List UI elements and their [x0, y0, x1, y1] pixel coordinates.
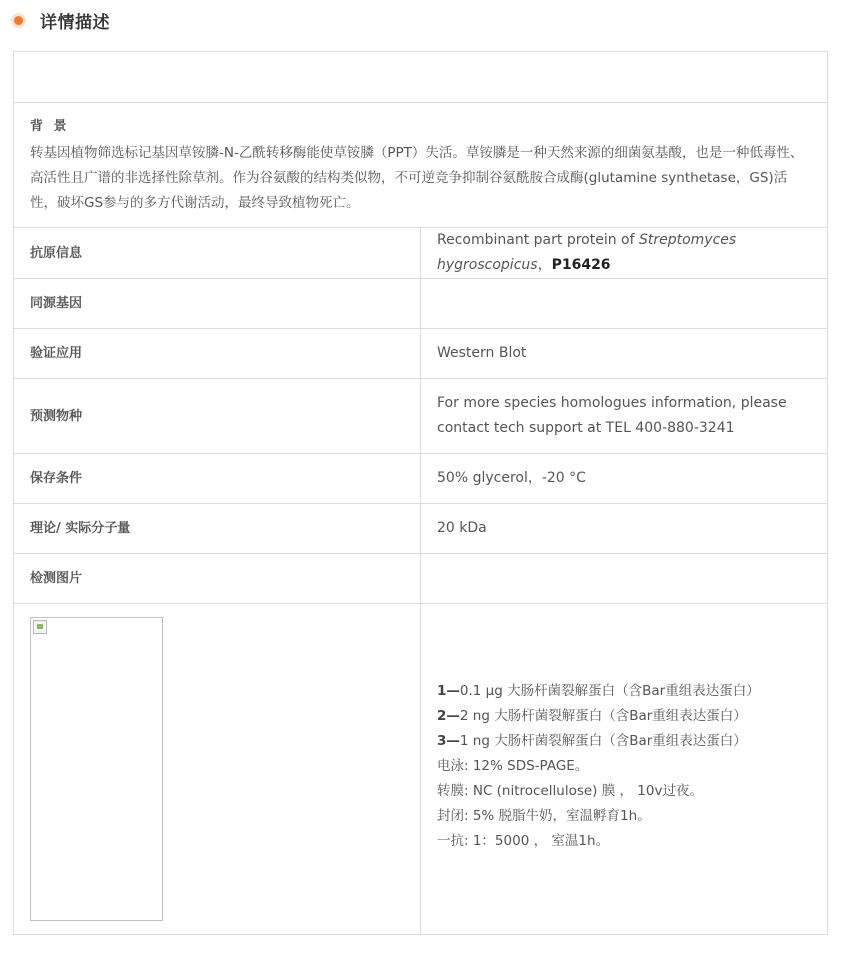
lane-1: [437, 679, 811, 704]
species-label: 预测物种: [14, 379, 421, 454]
homolog-value: [421, 279, 828, 329]
background-text: 转基因植物筛选标记基因草铵膦-N-乙酰转移酶能使草铵膦（PPT）失活。草铵膦是一种天然来源的细菌氨基酸，也是一种低毒性、高活性且广谱的非选择性除草剂。作为谷氨酸的结构类似物，不可逆竞争抑制谷氨酰胺合成酶(glutamine synthetase，GS)活性，破坏GS参与的多方代谢活动，最终导致植物死亡。: [30, 145, 804, 211]
storage-label: 保存条件: [14, 454, 421, 504]
antigen-accession: P16426: [551, 257, 611, 273]
homolog-label: 同源基因: [14, 279, 421, 329]
table-row-antigen: [14, 228, 828, 279]
table-row-homolog: [14, 279, 828, 329]
lane-3-text: 1 ng 大肠杆菌裂解蛋白（含Bar重组表达蛋白）: [459, 732, 747, 749]
condition-primary-antibody: 一抗: 1：5000 ， 室温1h。: [437, 832, 610, 849]
empty-cell: [14, 52, 828, 103]
blot-image-cell: [14, 604, 421, 935]
table-row-images: [14, 554, 828, 604]
antigen-separator: ，: [537, 257, 552, 273]
table-row-application: [14, 329, 828, 379]
mw-label: 理论/ 实际分子量: [14, 504, 421, 554]
images-label: 检测图片: [14, 554, 421, 604]
blot-legend: [437, 679, 811, 854]
table-row-western-blot: [14, 604, 828, 935]
background-title: 背 景: [30, 119, 70, 134]
condition-electrophoresis: 电泳: 12% SDS-PAGE。: [437, 757, 589, 774]
table-row-storage: [14, 454, 828, 504]
antigen-species: Streptomyces hygroscopicus: [437, 232, 737, 273]
western-blot-image: [30, 617, 163, 921]
lane-3-num: 3—: [437, 732, 460, 749]
species-value: For more species homologues information, please contact tech support at TEL 400-880-3241: [421, 379, 828, 454]
section-title: 详情描述: [40, 12, 110, 33]
storage-value: 50% glycerol，-20 °C: [421, 454, 828, 504]
product-spec-table: [13, 51, 828, 935]
table-row-empty: [14, 52, 828, 103]
antigen-prefix: Recombinant part protein of: [437, 232, 639, 248]
bullet-dot-icon: [14, 16, 23, 25]
images-value: [421, 554, 828, 604]
blot-legend-cell: [421, 604, 828, 935]
lane-1-text: 0.1 μg 大肠杆菌裂解蛋白（含Bar重组表达蛋白）: [459, 682, 760, 699]
broken-image-icon: [33, 620, 47, 634]
application-label: 验证应用: [14, 329, 421, 379]
table-row-species: [14, 379, 828, 454]
application-value: Western Blot: [421, 329, 828, 379]
condition-blocking: 封闭: 5% 脱脂牛奶，室温孵育1h。: [437, 807, 651, 824]
mw-value: 20 kDa: [421, 504, 828, 554]
section-header: [12, 6, 110, 34]
lane-2-num: 2—: [437, 707, 460, 724]
background-cell: [14, 103, 828, 228]
table-row-background: [14, 103, 828, 228]
lane-2-text: 2 ng 大肠杆菌裂解蛋白（含Bar重组表达蛋白）: [459, 707, 747, 724]
condition-transfer: 转膜: NC (nitrocellulose) 膜 ， 10v过夜。: [437, 782, 703, 799]
lane-3: [437, 729, 811, 754]
table-row-mw: [14, 504, 828, 554]
antigen-value: [421, 228, 828, 279]
lane-2: [437, 704, 811, 729]
antigen-label: 抗原信息: [14, 228, 421, 279]
lane-1-num: 1—: [437, 682, 460, 699]
